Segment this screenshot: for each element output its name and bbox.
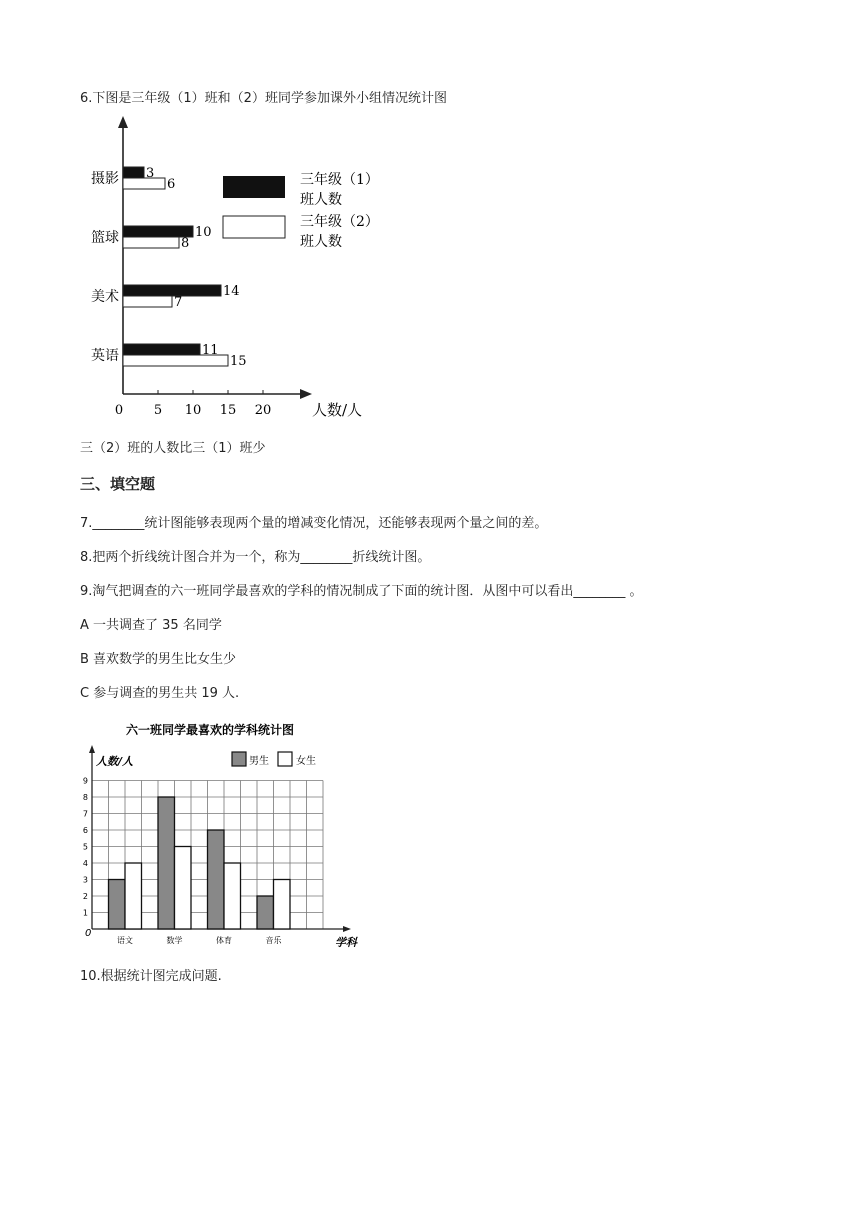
y-axis-label: 人数/人 xyxy=(96,755,134,768)
bar xyxy=(109,880,126,930)
bar-value-label: 8 xyxy=(181,236,190,251)
question-10-text: 10.根据统计图完成问题. xyxy=(80,969,222,984)
question-9-option-a: A 一共调查了 35 名同学 xyxy=(80,618,222,633)
bar xyxy=(123,178,165,189)
bar xyxy=(257,896,274,929)
bar-value-label: 11 xyxy=(202,343,219,358)
legend-swatch-class-2 xyxy=(223,216,285,238)
bar xyxy=(158,797,175,929)
bar xyxy=(208,830,225,929)
y-tick-label: 5 xyxy=(82,842,88,852)
question-9-option-b: B 喜欢数学的男生比女生少 xyxy=(80,652,237,667)
category-label: 音乐 xyxy=(265,936,282,945)
x-tick-label: 5 xyxy=(153,403,163,418)
bar xyxy=(274,880,291,930)
y-tick-label: 7 xyxy=(82,809,88,819)
origin-label: 0 xyxy=(85,928,92,939)
x-tick-label: 0 xyxy=(114,403,124,418)
bar-value-label: 15 xyxy=(230,354,247,369)
chart-title: 六一班同学最喜欢的学科统计图 xyxy=(125,723,295,737)
bar xyxy=(123,296,172,307)
bar xyxy=(125,863,142,929)
x-tick-label: 15 xyxy=(219,403,237,418)
bar xyxy=(123,285,221,296)
y-tick-label: 4 xyxy=(82,859,88,868)
question-9-text: 9.淘气把调查的六一班同学最喜欢的学科的情况制成了下面的统计图．从图中可以看出________ 。 xyxy=(80,584,643,599)
bar-value-label: 3 xyxy=(146,166,155,181)
legend-label-class-2-line2: 班人数 xyxy=(300,234,342,250)
question-6-text: 6.下图是三年级（1）班和（2）班同学参加课外小组情况统计图 xyxy=(80,91,447,106)
question-7-text: 7.________统计图能够表现两个量的增减变化情况，还能够表现两个量之间的差。 xyxy=(80,516,548,531)
y-axis-arrow-icon xyxy=(118,116,128,128)
vertical-bar-chart-favorite-subjects xyxy=(80,715,360,955)
legend-label-class-1-line1: 三年级（1） xyxy=(300,172,379,188)
y-tick-label: 6 xyxy=(82,826,88,835)
legend-swatch-girls xyxy=(278,752,292,766)
legend-label-boys: 男生 xyxy=(249,756,269,767)
category-label: 数学 xyxy=(166,936,183,945)
legend-label-class-1-line2: 班人数 xyxy=(300,192,342,208)
x-tick-label: 10 xyxy=(184,403,202,418)
bar xyxy=(123,237,179,248)
y-tick-label: 8 xyxy=(82,793,88,802)
question-9-option-c: C 参与调查的男生共 19 人. xyxy=(80,686,240,701)
category-label: 体育 xyxy=(216,936,232,945)
legend-swatch-boys xyxy=(232,752,246,766)
category-label: 篮球 xyxy=(91,230,119,246)
bar xyxy=(224,863,241,929)
legend-swatch-class-1 xyxy=(223,176,285,198)
x-tick-label: 20 xyxy=(254,403,272,418)
x-axis-label: 学科 xyxy=(335,936,357,949)
x-axis-label: 人数/人 xyxy=(312,401,363,419)
bar-value-label: 7 xyxy=(174,295,183,310)
y-axis-arrow-icon xyxy=(89,745,95,753)
legend-label-girls: 女生 xyxy=(296,756,316,767)
bar-value-label: 10 xyxy=(195,225,212,240)
section-heading-fill-in: 三、填空题 xyxy=(80,475,156,493)
question-6-comparison-text: 三（2）班的人数比三（1）班少 xyxy=(80,441,266,456)
y-tick-label: 1 xyxy=(82,908,88,918)
x-axis-arrow-icon xyxy=(300,389,312,399)
y-tick-label: 2 xyxy=(82,892,88,901)
category-label: 语文 xyxy=(117,936,133,945)
bar-value-label: 6 xyxy=(167,177,176,192)
bar-value-label: 14 xyxy=(223,284,240,299)
x-axis-arrow-icon xyxy=(343,926,351,932)
category-label: 美术 xyxy=(91,289,119,305)
horizontal-bar-chart-club-groups xyxy=(80,112,400,422)
y-tick-label: 3 xyxy=(82,875,88,885)
y-tick-label: 9 xyxy=(82,776,88,786)
bar xyxy=(123,344,200,355)
category-label: 英语 xyxy=(91,348,119,364)
bar xyxy=(175,847,192,930)
question-8-text: 8.把两个折线统计图合并为一个，称为________折线统计图。 xyxy=(80,550,431,565)
bar xyxy=(123,167,144,178)
legend-label-class-2-line1: 三年级（2） xyxy=(300,214,379,230)
category-label: 摄影 xyxy=(91,171,119,187)
